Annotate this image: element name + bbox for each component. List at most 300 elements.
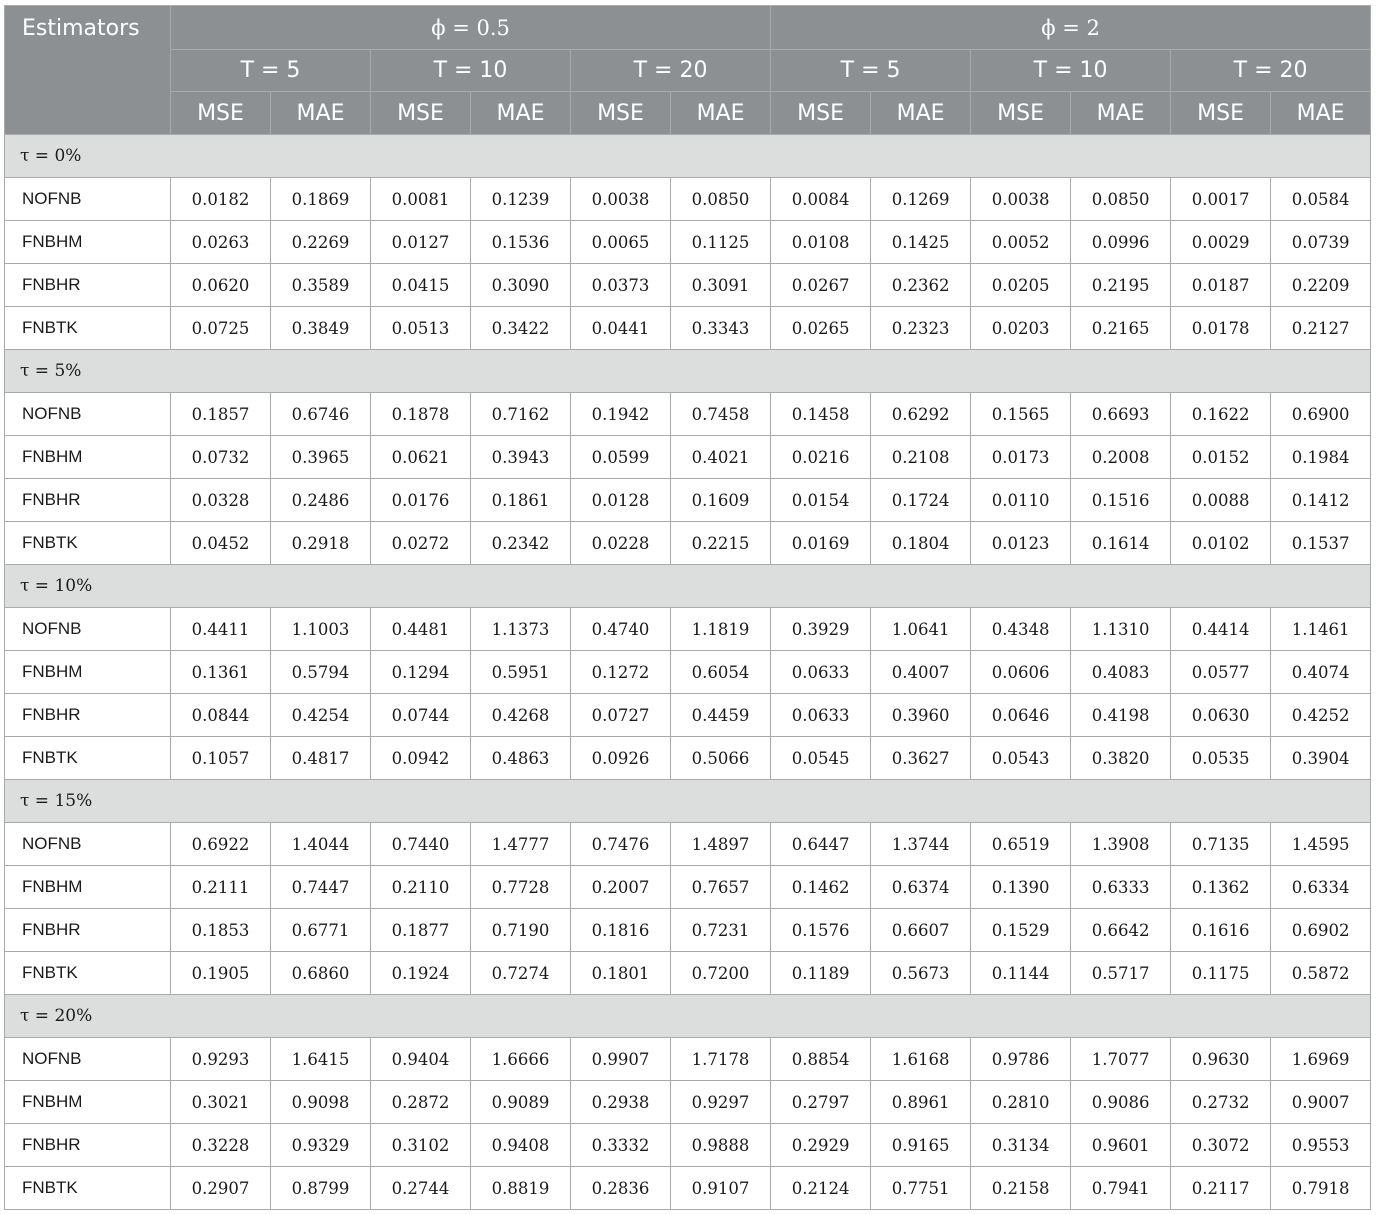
value-cell: 0.7190: [471, 909, 571, 952]
value-cell: 0.0996: [1071, 221, 1171, 264]
value-cell: 0.1458: [771, 393, 871, 436]
value-cell: 0.4007: [871, 651, 971, 694]
value-cell: 0.0084: [771, 178, 871, 221]
value-cell: 0.4740: [571, 608, 671, 651]
estimator-name: FNBHR: [5, 479, 171, 522]
value-cell: 0.6746: [271, 393, 371, 436]
value-cell: 0.0187: [1171, 264, 1271, 307]
value-cell: 0.6642: [1071, 909, 1171, 952]
value-cell: 0.2127: [1271, 307, 1371, 350]
value-cell: 0.2732: [1171, 1081, 1271, 1124]
table-body: [5, 135, 1371, 1210]
estimator-name: FNBTK: [5, 737, 171, 780]
value-cell: 0.0942: [371, 737, 471, 780]
value-cell: 0.1144: [971, 952, 1071, 995]
value-cell: 0.8799: [271, 1167, 371, 1210]
value-cell: 0.2269: [271, 221, 371, 264]
estimator-name: NOFNB: [5, 393, 171, 436]
value-cell: 0.8819: [471, 1167, 571, 1210]
value-cell: 0.2117: [1171, 1167, 1271, 1210]
value-cell: 0.1516: [1071, 479, 1171, 522]
value-cell: 1.7077: [1071, 1038, 1171, 1081]
value-cell: 0.0727: [571, 694, 671, 737]
value-cell: 0.1412: [1271, 479, 1371, 522]
estimator-name: FNBHR: [5, 264, 171, 307]
value-cell: 0.5717: [1071, 952, 1171, 995]
value-cell: 0.3904: [1271, 737, 1371, 780]
value-cell: 0.1239: [471, 178, 571, 221]
value-cell: 0.0630: [1171, 694, 1271, 737]
value-cell: 0.0265: [771, 307, 871, 350]
value-cell: 0.0205: [971, 264, 1071, 307]
value-cell: 0.6292: [871, 393, 971, 436]
value-cell: 0.1057: [171, 737, 271, 780]
value-cell: 0.3849: [271, 307, 371, 350]
table-row: [5, 823, 1371, 866]
estimator-name: FNBHR: [5, 909, 171, 952]
estimator-name: FNBTK: [5, 1167, 171, 1210]
value-cell: 0.3228: [171, 1124, 271, 1167]
value-cell: 0.0081: [371, 178, 471, 221]
value-cell: 0.2007: [571, 866, 671, 909]
t-group-header: T = 5: [171, 50, 371, 92]
value-cell: 1.6415: [271, 1038, 371, 1081]
value-cell: 0.3929: [771, 608, 871, 651]
estimator-name: FNBHM: [5, 436, 171, 479]
value-cell: 0.1565: [971, 393, 1071, 436]
value-cell: 0.1189: [771, 952, 871, 995]
value-cell: 0.4863: [471, 737, 571, 780]
value-cell: 0.8854: [771, 1038, 871, 1081]
value-cell: 0.2195: [1071, 264, 1171, 307]
estimator-name: NOFNB: [5, 823, 171, 866]
table-row: [5, 866, 1371, 909]
table-row: [5, 1038, 1371, 1081]
value-cell: 0.4268: [471, 694, 571, 737]
value-cell: 1.4044: [271, 823, 371, 866]
value-cell: 0.5794: [271, 651, 371, 694]
value-cell: 0.1536: [471, 221, 571, 264]
value-cell: 0.6771: [271, 909, 371, 952]
value-cell: 0.0127: [371, 221, 471, 264]
table-row: [5, 264, 1371, 307]
estimator-name: NOFNB: [5, 1038, 171, 1081]
value-cell: 0.4021: [671, 436, 771, 479]
value-cell: 0.3090: [471, 264, 571, 307]
value-cell: 0.0732: [171, 436, 271, 479]
value-cell: 0.2342: [471, 522, 571, 565]
value-cell: 0.0169: [771, 522, 871, 565]
table-row: [5, 522, 1371, 565]
t-group-header: T = 10: [371, 50, 571, 92]
value-cell: 0.1804: [871, 522, 971, 565]
value-cell: 0.1614: [1071, 522, 1171, 565]
value-cell: 0.4252: [1271, 694, 1371, 737]
section-label: τ = 0%: [5, 135, 1371, 178]
value-cell: 0.0216: [771, 436, 871, 479]
value-cell: 0.1269: [871, 178, 971, 221]
value-cell: 0.3102: [371, 1124, 471, 1167]
value-cell: 0.2215: [671, 522, 771, 565]
value-cell: 0.0065: [571, 221, 671, 264]
value-cell: 0.6607: [871, 909, 971, 952]
value-cell: 0.1801: [571, 952, 671, 995]
value-cell: 0.8961: [871, 1081, 971, 1124]
value-cell: 1.6969: [1271, 1038, 1371, 1081]
value-cell: 0.3965: [271, 436, 371, 479]
value-cell: 0.1869: [271, 178, 371, 221]
value-cell: 0.5951: [471, 651, 571, 694]
value-cell: 0.1857: [171, 393, 271, 436]
value-cell: 1.4777: [471, 823, 571, 866]
value-cell: 0.1125: [671, 221, 771, 264]
value-cell: 0.7447: [271, 866, 371, 909]
value-cell: 0.1576: [771, 909, 871, 952]
value-cell: 0.0108: [771, 221, 871, 264]
value-cell: 0.9404: [371, 1038, 471, 1081]
value-cell: 0.2797: [771, 1081, 871, 1124]
value-cell: 0.3943: [471, 436, 571, 479]
value-cell: 0.4481: [371, 608, 471, 651]
value-cell: 0.3332: [571, 1124, 671, 1167]
table-row: [5, 221, 1371, 264]
section-row: [5, 565, 1371, 608]
value-cell: 0.7458: [671, 393, 771, 436]
value-cell: 1.3908: [1071, 823, 1171, 866]
value-cell: 0.4074: [1271, 651, 1371, 694]
section-row: [5, 350, 1371, 393]
estimator-name: FNBHM: [5, 1081, 171, 1124]
value-cell: 0.1942: [571, 393, 671, 436]
value-cell: 0.0267: [771, 264, 871, 307]
value-cell: 0.1609: [671, 479, 771, 522]
value-cell: 0.9786: [971, 1038, 1071, 1081]
phi-group-header: ϕ = 0.5: [171, 6, 771, 50]
value-cell: 0.0577: [1171, 651, 1271, 694]
section-row: [5, 780, 1371, 823]
value-cell: 0.9098: [271, 1081, 371, 1124]
value-cell: 0.0176: [371, 479, 471, 522]
value-cell: 0.0272: [371, 522, 471, 565]
value-cell: 0.0038: [971, 178, 1071, 221]
value-cell: 0.0850: [1071, 178, 1171, 221]
metric-header: MSE: [971, 92, 1071, 135]
value-cell: 0.9293: [171, 1038, 271, 1081]
value-cell: 0.0599: [571, 436, 671, 479]
estimator-name: FNBHM: [5, 221, 171, 264]
value-cell: 0.6900: [1271, 393, 1371, 436]
value-cell: 0.2362: [871, 264, 971, 307]
value-cell: 0.7728: [471, 866, 571, 909]
value-cell: 0.1362: [1171, 866, 1271, 909]
value-cell: 0.0739: [1271, 221, 1371, 264]
value-cell: 0.0926: [571, 737, 671, 780]
metric-header: MSE: [171, 92, 271, 135]
value-cell: 0.2124: [771, 1167, 871, 1210]
estimators-header: Estimators: [5, 6, 171, 135]
value-cell: 1.6666: [471, 1038, 571, 1081]
value-cell: 0.0452: [171, 522, 271, 565]
value-cell: 0.3072: [1171, 1124, 1271, 1167]
value-cell: 0.0606: [971, 651, 1071, 694]
t-group-header: T = 5: [771, 50, 971, 92]
value-cell: 0.0029: [1171, 221, 1271, 264]
value-cell: 0.0173: [971, 436, 1071, 479]
value-cell: 0.2209: [1271, 264, 1371, 307]
value-cell: 0.9907: [571, 1038, 671, 1081]
value-cell: 0.5066: [671, 737, 771, 780]
value-cell: 0.1272: [571, 651, 671, 694]
value-cell: 0.0844: [171, 694, 271, 737]
value-cell: 0.9601: [1071, 1124, 1171, 1167]
value-cell: 1.3744: [871, 823, 971, 866]
value-cell: 0.2108: [871, 436, 971, 479]
value-cell: 0.0620: [171, 264, 271, 307]
value-cell: 0.1537: [1271, 522, 1371, 565]
table-row: [5, 393, 1371, 436]
value-cell: 0.0128: [571, 479, 671, 522]
value-cell: 0.4459: [671, 694, 771, 737]
metric-header: MAE: [1071, 92, 1171, 135]
estimator-name: FNBHR: [5, 694, 171, 737]
table-row: [5, 651, 1371, 694]
value-cell: 0.2872: [371, 1081, 471, 1124]
section-label: τ = 10%: [5, 565, 1371, 608]
t-group-header: T = 20: [571, 50, 771, 92]
value-cell: 0.2008: [1071, 436, 1171, 479]
value-cell: 0.7476: [571, 823, 671, 866]
estimator-name: FNBTK: [5, 522, 171, 565]
value-cell: 1.4595: [1271, 823, 1371, 866]
value-cell: 0.0038: [571, 178, 671, 221]
phi-group-header: ϕ = 2: [771, 6, 1371, 50]
value-cell: 0.3627: [871, 737, 971, 780]
value-cell: 0.6693: [1071, 393, 1171, 436]
value-cell: 0.1390: [971, 866, 1071, 909]
value-cell: 0.0110: [971, 479, 1071, 522]
table-header: [5, 6, 1371, 135]
value-cell: 0.2810: [971, 1081, 1071, 1124]
t-group-header: T = 10: [971, 50, 1171, 92]
value-cell: 0.0152: [1171, 436, 1271, 479]
value-cell: 0.3021: [171, 1081, 271, 1124]
value-cell: 0.4198: [1071, 694, 1171, 737]
table-row: [5, 1081, 1371, 1124]
table-row: [5, 694, 1371, 737]
value-cell: 0.0203: [971, 307, 1071, 350]
value-cell: 0.7200: [671, 952, 771, 995]
value-cell: 0.6447: [771, 823, 871, 866]
value-cell: 0.1861: [471, 479, 571, 522]
value-cell: 0.0228: [571, 522, 671, 565]
value-cell: 0.0633: [771, 651, 871, 694]
t-group-header: T = 20: [1171, 50, 1371, 92]
value-cell: 0.9165: [871, 1124, 971, 1167]
estimator-name: FNBTK: [5, 952, 171, 995]
metric-header: MAE: [1271, 92, 1371, 135]
value-cell: 0.9297: [671, 1081, 771, 1124]
value-cell: 0.5872: [1271, 952, 1371, 995]
table-row: [5, 479, 1371, 522]
value-cell: 0.1622: [1171, 393, 1271, 436]
value-cell: 0.4083: [1071, 651, 1171, 694]
value-cell: 0.6054: [671, 651, 771, 694]
value-cell: 0.0415: [371, 264, 471, 307]
value-cell: 0.4254: [271, 694, 371, 737]
value-cell: 0.9888: [671, 1124, 771, 1167]
value-cell: 0.4414: [1171, 608, 1271, 651]
value-cell: 0.3960: [871, 694, 971, 737]
estimator-name: FNBHR: [5, 1124, 171, 1167]
value-cell: 0.0744: [371, 694, 471, 737]
value-cell: 0.2836: [571, 1167, 671, 1210]
value-cell: 0.0154: [771, 479, 871, 522]
section-label: τ = 5%: [5, 350, 1371, 393]
metric-header: MSE: [571, 92, 671, 135]
table-row: [5, 436, 1371, 479]
value-cell: 0.9086: [1071, 1081, 1171, 1124]
value-cell: 0.0441: [571, 307, 671, 350]
value-cell: 0.2110: [371, 866, 471, 909]
metric-header: MAE: [671, 92, 771, 135]
value-cell: 0.7941: [1071, 1167, 1171, 1210]
value-cell: 0.3589: [271, 264, 371, 307]
value-cell: 0.2323: [871, 307, 971, 350]
header-row-metrics: [5, 92, 1371, 135]
results-table: [4, 5, 1371, 1210]
value-cell: 0.2938: [571, 1081, 671, 1124]
value-cell: 0.0088: [1171, 479, 1271, 522]
value-cell: 0.0178: [1171, 307, 1271, 350]
value-cell: 0.0725: [171, 307, 271, 350]
value-cell: 1.1310: [1071, 608, 1171, 651]
value-cell: 0.9007: [1271, 1081, 1371, 1124]
metric-header: MSE: [771, 92, 871, 135]
value-cell: 0.1175: [1171, 952, 1271, 995]
value-cell: 0.6519: [971, 823, 1071, 866]
table-row: [5, 952, 1371, 995]
value-cell: 0.2929: [771, 1124, 871, 1167]
value-cell: 1.1819: [671, 608, 771, 651]
value-cell: 0.1984: [1271, 436, 1371, 479]
table-row: [5, 1167, 1371, 1210]
value-cell: 0.3091: [671, 264, 771, 307]
value-cell: 0.7918: [1271, 1167, 1371, 1210]
value-cell: 0.0543: [971, 737, 1071, 780]
value-cell: 0.7231: [671, 909, 771, 952]
table-row: [5, 608, 1371, 651]
value-cell: 0.3422: [471, 307, 571, 350]
value-cell: 0.1361: [171, 651, 271, 694]
value-cell: 1.4897: [671, 823, 771, 866]
metric-header: MAE: [471, 92, 571, 135]
value-cell: 0.7162: [471, 393, 571, 436]
value-cell: 0.6922: [171, 823, 271, 866]
value-cell: 1.7178: [671, 1038, 771, 1081]
section-label: τ = 15%: [5, 780, 1371, 823]
value-cell: 0.1294: [371, 651, 471, 694]
estimator-name: NOFNB: [5, 178, 171, 221]
value-cell: 0.1878: [371, 393, 471, 436]
table-row: [5, 737, 1371, 780]
value-cell: 0.0052: [971, 221, 1071, 264]
table-row: [5, 178, 1371, 221]
value-cell: 0.0850: [671, 178, 771, 221]
value-cell: 0.1853: [171, 909, 271, 952]
value-cell: 1.0641: [871, 608, 971, 651]
value-cell: 0.9630: [1171, 1038, 1271, 1081]
value-cell: 0.0621: [371, 436, 471, 479]
value-cell: 0.1616: [1171, 909, 1271, 952]
value-cell: 0.4817: [271, 737, 371, 780]
value-cell: 0.5673: [871, 952, 971, 995]
estimator-name: FNBHM: [5, 866, 171, 909]
estimator-name: NOFNB: [5, 608, 171, 651]
header-row-phi: [5, 6, 1371, 50]
value-cell: 0.0328: [171, 479, 271, 522]
value-cell: 0.2111: [171, 866, 271, 909]
value-cell: 0.1425: [871, 221, 971, 264]
value-cell: 0.0373: [571, 264, 671, 307]
value-cell: 0.9329: [271, 1124, 371, 1167]
value-cell: 0.4411: [171, 608, 271, 651]
value-cell: 1.1003: [271, 608, 371, 651]
value-cell: 0.2165: [1071, 307, 1171, 350]
value-cell: 0.0123: [971, 522, 1071, 565]
value-cell: 0.0513: [371, 307, 471, 350]
section-row: [5, 135, 1371, 178]
value-cell: 0.2907: [171, 1167, 271, 1210]
value-cell: 0.7751: [871, 1167, 971, 1210]
estimator-name: FNBHM: [5, 651, 171, 694]
value-cell: 1.1373: [471, 608, 571, 651]
value-cell: 0.1816: [571, 909, 671, 952]
value-cell: 0.0545: [771, 737, 871, 780]
value-cell: 0.1877: [371, 909, 471, 952]
value-cell: 0.2486: [271, 479, 371, 522]
value-cell: 0.3343: [671, 307, 771, 350]
value-cell: 0.6902: [1271, 909, 1371, 952]
value-cell: 0.0584: [1271, 178, 1371, 221]
value-cell: 0.6860: [271, 952, 371, 995]
value-cell: 0.6334: [1271, 866, 1371, 909]
metric-header: MSE: [371, 92, 471, 135]
value-cell: 0.3820: [1071, 737, 1171, 780]
metric-header: MAE: [271, 92, 371, 135]
value-cell: 0.7135: [1171, 823, 1271, 866]
value-cell: 0.1924: [371, 952, 471, 995]
value-cell: 0.3134: [971, 1124, 1071, 1167]
value-cell: 0.9553: [1271, 1124, 1371, 1167]
section-label: τ = 20%: [5, 995, 1371, 1038]
metric-header: MAE: [871, 92, 971, 135]
value-cell: 0.1905: [171, 952, 271, 995]
value-cell: 0.2744: [371, 1167, 471, 1210]
metric-header: MSE: [1171, 92, 1271, 135]
value-cell: 0.4348: [971, 608, 1071, 651]
table-row: [5, 1124, 1371, 1167]
value-cell: 0.0102: [1171, 522, 1271, 565]
value-cell: 0.6374: [871, 866, 971, 909]
value-cell: 0.1462: [771, 866, 871, 909]
value-cell: 0.0633: [771, 694, 871, 737]
value-cell: 0.9408: [471, 1124, 571, 1167]
header-row-t: [5, 50, 1371, 92]
value-cell: 0.9107: [671, 1167, 771, 1210]
value-cell: 0.0535: [1171, 737, 1271, 780]
value-cell: 0.2918: [271, 522, 371, 565]
value-cell: 0.6333: [1071, 866, 1171, 909]
